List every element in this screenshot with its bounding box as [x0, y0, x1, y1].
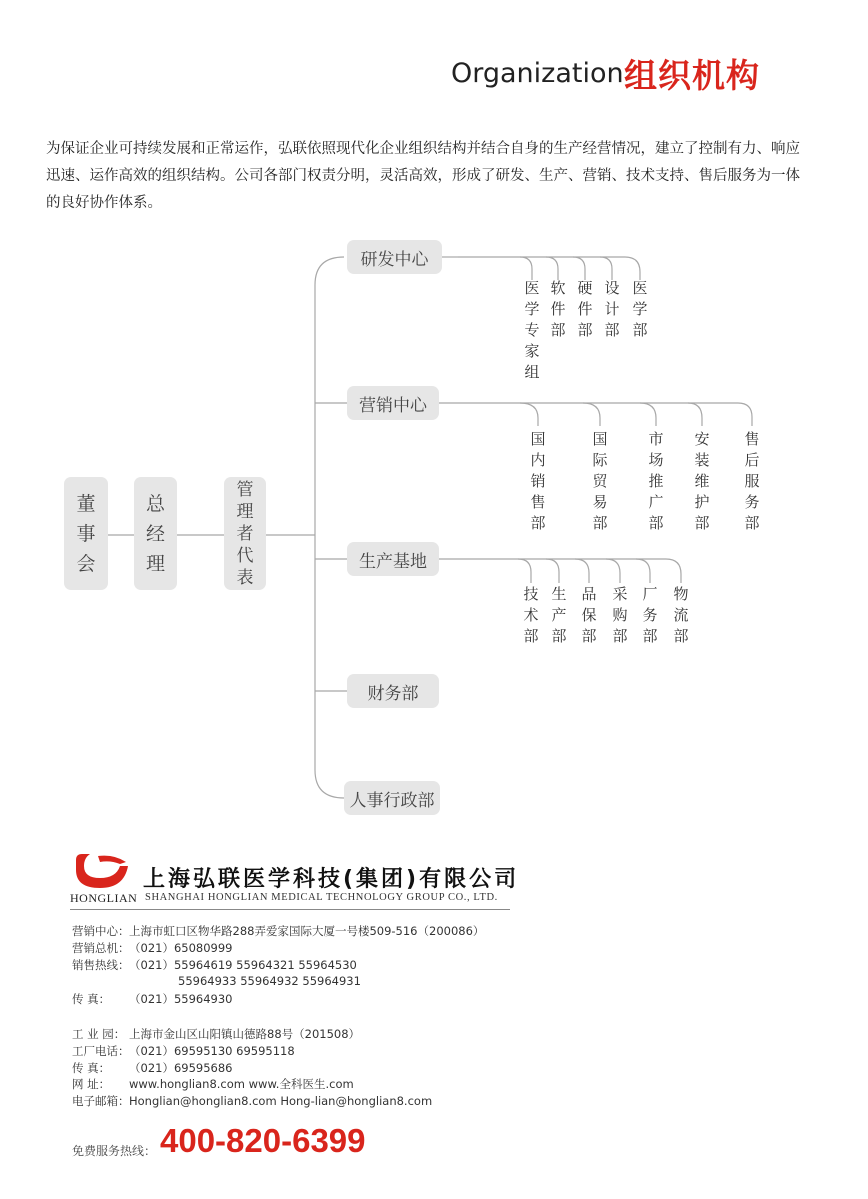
dept-quality-assurance: 品 保 部: [581, 585, 597, 645]
intro-line: 的良好协作体系。: [46, 195, 162, 211]
hotline-label: 免费服务热线：: [72, 1144, 157, 1158]
board-char: 事: [76, 522, 96, 545]
company-name-en: SHANGHAI HONGLIAN MEDICAL TECHNOLOGY GROUP CO., LTD.: [145, 892, 498, 903]
board-char: 会: [76, 552, 96, 575]
contact-row: 工厂电话：（021）69595130 69595118: [72, 1044, 295, 1058]
hr-admin-box: 人事行政部: [344, 781, 440, 815]
dept-purchasing: 采 购 部: [612, 585, 628, 645]
gm-char: 理: [145, 552, 165, 575]
header-title-en: Organization: [451, 58, 624, 89]
rd-center-box: 研发中心: [347, 240, 442, 274]
contact-row: 销售热线：（021）55964619 55964321 55964530: [72, 958, 357, 972]
management-rep-box: [224, 477, 266, 590]
header-title-cn: 组织机构: [624, 56, 760, 95]
rep-char: 理: [236, 501, 254, 522]
contact-row: 工 业 园： 上海市金山区山阳镇山德路88号（201508）: [72, 1027, 361, 1041]
dept-software: 软 件 部: [550, 279, 566, 339]
rep-char: 表: [236, 567, 254, 588]
dept-technical: 技 术 部: [523, 585, 539, 645]
dept-design: 设 计 部: [604, 279, 620, 339]
intro-line: 迅速、运作高效的组织结构。公司各部门权责分明，灵活高效，形成了研发、生产、营销、技术支持、售后服务为一体: [46, 168, 800, 184]
dept-medical-expert-group: 医 学 专 家 组: [524, 279, 540, 381]
gm-char: 经: [145, 522, 165, 545]
hotline-number: 400-820-6399: [160, 1122, 366, 1159]
marketing-center-box: 营销中心: [347, 386, 439, 420]
dept-domestic-sales: 国 内 销 售 部: [530, 430, 546, 532]
contact-row: 网 址： www.honglian8.com www.全科医生.com: [72, 1077, 354, 1091]
contact-row: 传 真： （021）55964930: [72, 992, 233, 1006]
logo-wordmark: HONGLIAN: [70, 891, 138, 905]
company-name-cn: 上海弘联医学科技(集团)有限公司: [143, 867, 520, 892]
rep-char: 者: [236, 523, 254, 544]
dept-market-promotion: 市 场 推 广 部: [648, 430, 664, 532]
rep-char: 管: [236, 479, 254, 500]
gm-char: 总: [145, 492, 165, 515]
intro-line: 为保证企业可持续发展和正常运作，弘联依照现代化企业组织结构并结合自身的生产经营情况，建立了控制有力、响应: [46, 141, 800, 157]
divider: [70, 909, 510, 910]
honglian-logo-icon: [70, 852, 134, 892]
dept-after-sales: 售 后 服 务 部: [744, 430, 760, 532]
dept-international-trade: 国 际 贸 易 部: [592, 430, 608, 532]
board-char: 董: [76, 492, 96, 515]
contact-row: 传 真： （021）69595686: [72, 1061, 233, 1075]
contact-row: 营销总机：（021）65080999: [72, 941, 233, 955]
dept-logistics: 物 流 部: [673, 585, 689, 645]
dept-installation-maintenance: 安 装 维 护 部: [694, 430, 710, 532]
production-base-box: 生产基地: [347, 542, 439, 576]
dept-hardware: 硬 件 部: [577, 279, 593, 339]
contact-row: 营销中心：上海市虹口区物华路288弄爱家国际大厦一号楼509-516（200086）: [72, 924, 485, 938]
website-link[interactable]: www.honglian8.com www.全科医生.com: [129, 1077, 354, 1091]
contact-row: 电子邮箱：Honglian@honglian8.com Hong-lian@honglian8.com: [72, 1094, 433, 1108]
contact-row: 55964933 55964932 55964931: [178, 974, 361, 988]
board-box: [64, 477, 108, 590]
finance-dept-box: 财务部: [347, 674, 439, 708]
dept-production: 生 产 部: [551, 585, 567, 645]
dept-medical: 医 学 部: [632, 279, 648, 339]
dept-factory-affairs: 厂 务 部: [642, 585, 658, 645]
email-link[interactable]: Honglian@honglian8.com Hong-lian@honglian8.com: [129, 1094, 433, 1108]
general-manager-box: [134, 477, 177, 590]
rep-char: 代: [236, 545, 254, 566]
